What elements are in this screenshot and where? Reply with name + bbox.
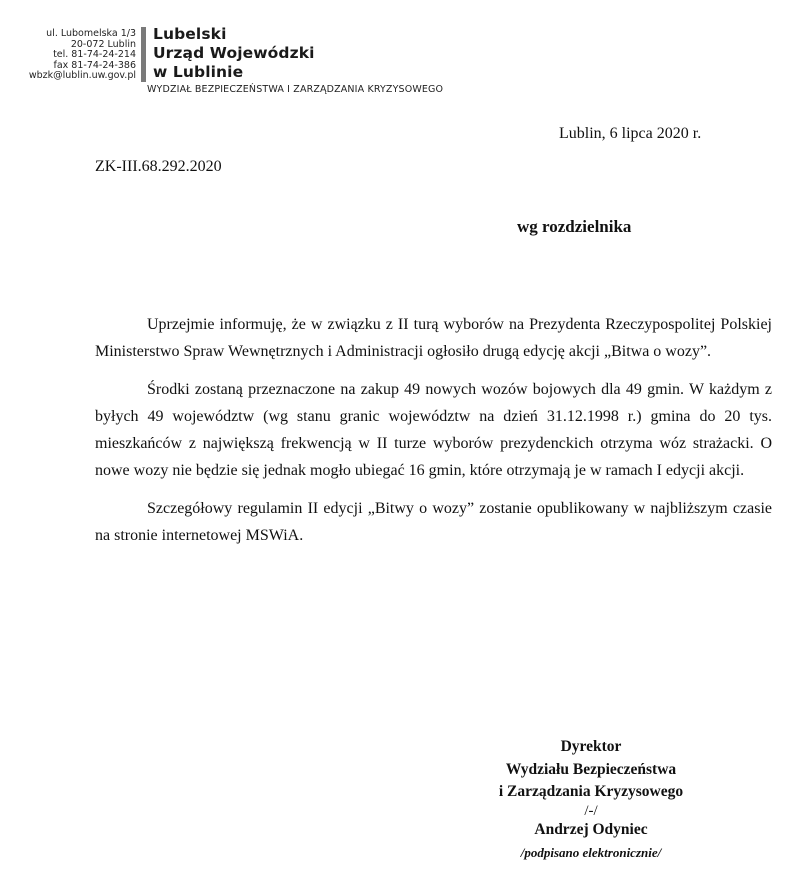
signer-title-line-1: Dyrektor (560, 738, 622, 755)
address-fax: fax 81-74-24-386 (53, 59, 136, 71)
office-name-line-3: w Lublinie (153, 63, 244, 81)
signature-mark: /-/ (584, 802, 598, 819)
paragraph-1: Uprzejmie informuję, że w związku z II turą wyborów na Prezydenta Rzeczypospolitej Polskiej Ministerstwo Spraw Wewnętrznych i Administracji ogłosiło drugą edycję akcji „Bitwa o wozy”. (95, 316, 772, 361)
address-city: 20-072 Lublin (70, 38, 136, 50)
reference-number: ZK-III.68.292.2020 (95, 158, 222, 175)
address-phone: tel. 81-74-24-214 (53, 49, 136, 61)
sender-address (10, 29, 136, 82)
department-name: WYDZIAŁ BEZPIECZEŃSTWA I ZARZĄDZANIA KRYZYSOWEGO (147, 84, 444, 95)
address-email: wbzk@lublin.uw.gov.pl (28, 70, 136, 82)
paragraph-3: Szczegółowy regulamin II edycji „Bitwy o wozy” zostanie opublikowany w najbliższym czasie na stronie internetowej MSWiA. (95, 499, 772, 545)
signer-title-line-3: i Zarządzania Kryzysowego (498, 783, 684, 800)
signer-name: Andrzej Odyniec (534, 820, 648, 838)
letter-body (95, 311, 772, 559)
address-street: ul. Lubomelska 1/3 (46, 28, 136, 39)
office-name-line-2: Urząd Wojewódzki (153, 44, 315, 62)
office-name-line-1: Lubelski (153, 25, 227, 43)
signature-block (460, 736, 722, 865)
recipient: wg rozdzielnika (517, 217, 632, 236)
letter-date: Lublin, 6 lipca 2020 r. (559, 125, 702, 142)
letterhead-divider (141, 27, 146, 82)
paragraph-2: Środki zostaną przeznaczone na zakup 49 nowych wozów bojowych dla 49 gmin. W każdym z byłych 49 województw (wg stanu granic województw na dzień 31.12.1998 r.) gmina do 20 tys. mieszkańców z największą frekwencją w II turze wyborów prezydenckich otrzyma wóz strażacki. O nowe wozy nie będzie się jednak mogło ubiegać 16 gmin, które otrzymają je w ramach I edycji akcji. (95, 380, 772, 480)
e-signature-note: /podpisano elektronicznie/ (520, 845, 662, 860)
signer-title-line-2: Wydziału Bezpieczeństwa (505, 760, 677, 778)
office-name (153, 25, 315, 82)
